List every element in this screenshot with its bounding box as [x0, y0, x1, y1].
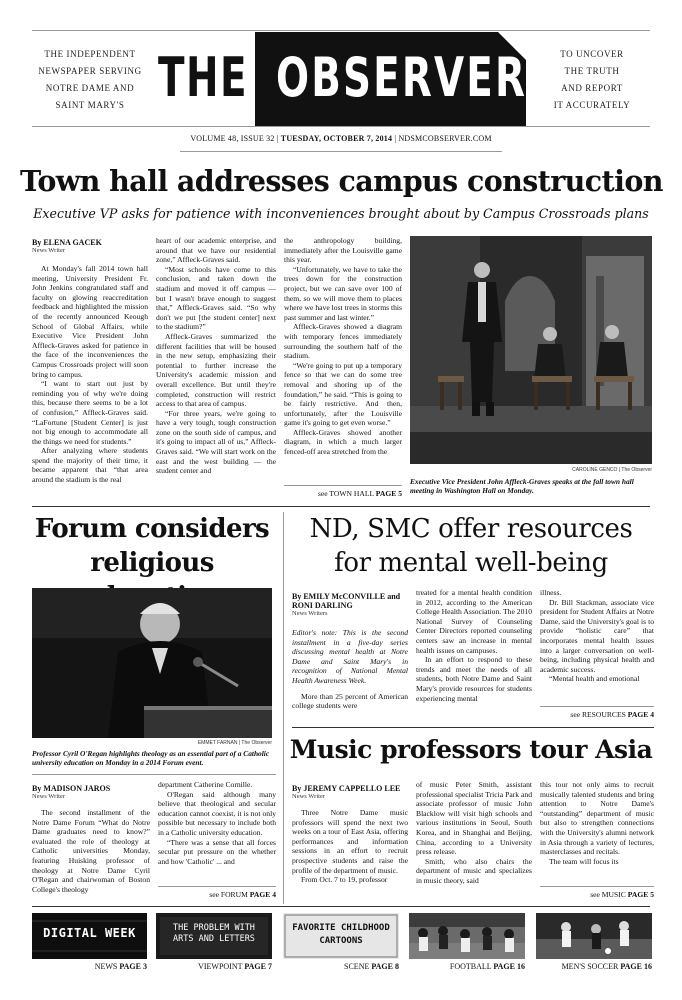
mental-byline: By EMILY McCONVILLE and — [292, 592, 401, 601]
paragraph: “There was a sense that all forces secular put pressure on the whether and how 'Catholic' ... and — [158, 837, 276, 866]
jump-text: see RESOURCES — [570, 710, 626, 719]
jump-rule — [158, 886, 276, 887]
paragraph: In an effort to respond to these trends and meet the needs of all students, both Notre Dame and Saint Mary's provide resources for students experiencing mental — [416, 655, 532, 703]
tagline-line: THE TRUTH — [564, 66, 620, 76]
paragraph: Dr. Bill Stackman, associate vice president for Student Affairs at Notre Dame, said the University's goal is to provide “holistic care” that incorporates mental health issues into a larger conversation on well-being, including physical health and academic success. — [540, 597, 654, 674]
tagline-line: IT ACCURATELY — [553, 100, 631, 110]
forum-rule — [32, 774, 276, 775]
music-byline: By JEREMY CAPPELLO LEE — [292, 784, 401, 793]
right-tagline — [532, 46, 652, 114]
lead-column-1 — [32, 264, 148, 500]
left-tagline — [30, 46, 150, 114]
paragraph: The team will focus its — [549, 856, 619, 866]
headline-line: for mental well-being — [334, 548, 608, 578]
issue-volume: VOLUME 48, ISSUE 32 — [190, 134, 275, 143]
paragraph: heart of our academic enterprise, and around that we have our residential zone,” Affleck-Graves said. — [156, 236, 276, 265]
lead-photo[interactable] — [410, 236, 652, 464]
paragraph: More than 25 percent of American college students were — [292, 691, 408, 711]
mental-column-2 — [416, 588, 532, 722]
lead-photo-credit: CAROLINE GENCO | The Observer — [572, 467, 652, 473]
tagline-line: NOTRE DAME AND — [45, 83, 135, 93]
promo-viewpoint[interactable] — [156, 913, 272, 959]
promo-viewpoint-label[interactable] — [156, 962, 272, 971]
promo-scene-label[interactable] — [283, 962, 399, 971]
promo-football-label[interactable] — [409, 962, 525, 971]
paragraph: this tour not only aims to recruit musically talented students and bring attention to Notre Dame's “outstanding” department of music but also to strengthen connections with the University's alumni network in Asia through a variety of lectures, masterclasses and recitals. — [540, 780, 654, 857]
forum-byline: By MADISON JAROS — [32, 784, 111, 793]
music-column-2 — [416, 780, 532, 904]
paragraph: Affleck-Graves showed a diagram with temporary fences immediately surrounding the southern half of the stadium. — [284, 322, 402, 361]
jump-text: see MUSIC — [590, 890, 626, 899]
mental-byline: RONI DARLING — [292, 601, 353, 610]
music-role: News Writer — [292, 793, 326, 800]
music-column-3 — [540, 780, 654, 884]
paragraph: Affleck-Graves showed another diagram, in which a much larger fenced-off area stretched from the — [284, 427, 402, 457]
jump-page: PAGE 5 — [375, 489, 402, 498]
lead-photo-caption: Executive Vice President John Affleck-Graves speaks at the fall town hall meeting in Washington Hall on Monday. — [410, 477, 634, 496]
lead-jump-link[interactable] — [284, 489, 402, 498]
issue-website[interactable]: NDSMCOBSERVER.COM — [398, 134, 492, 143]
jump-page: PAGE 4 — [627, 710, 654, 719]
forum-column-2 — [158, 780, 276, 884]
paragraph: “We're going to put up a temporary fence so that we can do some tree removal and shoring up of the foundation,” he said. “This is going to be fairly restrictive. And then, unfortunately, after the Louisville game it's going to get even worse.” — [284, 360, 402, 428]
mental-column-1 — [292, 628, 408, 722]
lead-byline: By ELENA GACEK — [32, 238, 102, 247]
promo-mens-soccer-label[interactable] — [536, 962, 652, 971]
paragraph: “Unfortunately, we have to take the trees down for the construction project, but we can save over 100 of them, so we will move them to places where we have lost trees in storms this past summer and last winter.” — [284, 264, 402, 322]
promo-page: PAGE 16 — [620, 962, 652, 971]
paragraph: department Catherine Cornille. — [158, 780, 253, 789]
promo-page: PAGE 3 — [119, 962, 147, 971]
promo-page: PAGE 16 — [493, 962, 525, 971]
professor-podium-image — [32, 588, 272, 738]
issue-date: TUESDAY, OCTOBER 7, 2014 — [280, 134, 393, 143]
jump-rule — [284, 485, 402, 486]
promo-page: PAGE 7 — [244, 962, 272, 971]
promo-page: PAGE 8 — [371, 962, 399, 971]
lead-byline-block — [32, 238, 148, 254]
jump-rule — [540, 706, 654, 707]
jump-rule — [540, 886, 654, 887]
promo-section: FOOTBALL — [449, 962, 492, 971]
town-hall-stage-image — [410, 236, 652, 464]
promo-scene[interactable] — [283, 913, 399, 959]
issue-line: VOLUME 48, ISSUE 32 | TUESDAY, OCTOBER 7, 2014 | NDSMCOBSERVER.COM — [190, 134, 492, 143]
paragraph: illness. — [540, 588, 562, 597]
paragraph: “Most schools have come to this conclusion, and taken down the stadium and moved it off campus — but I wasn't brave enough to suggest that,” Affleck-Graves said. “So why don't we put [the student center] next to the stadium?” — [156, 264, 276, 332]
promo-football-image — [409, 913, 525, 959]
lead-headline[interactable]: Town hall addresses campus construction — [20, 164, 663, 198]
tagline-line: AND REPORT — [561, 83, 623, 93]
music-headline[interactable]: Music professors tour Asia — [289, 735, 653, 764]
promo-mens-soccer[interactable] — [536, 913, 652, 959]
paragraph: “Mental health and emotional — [549, 674, 640, 684]
headline-line: religious — [90, 548, 214, 578]
top-rule — [32, 30, 650, 31]
lead-role: News Writer — [32, 247, 66, 254]
forum-photo-credit: EMMET FARNAN | The Observer — [197, 740, 272, 746]
music-column-1 — [292, 808, 408, 904]
tagline-line: NEWSPAPER SERVING — [38, 66, 142, 76]
paragraph: Affleck-Graves summarized the different facilities that will be housed in the new setup, emphasizing their potential to further increase the University's academic mission and overall excellence. But until they're completed, construction will restrict access to that area of campus. — [156, 331, 276, 409]
forum-jump-link[interactable] — [158, 890, 276, 899]
jump-text: see FORUM — [209, 890, 248, 899]
editors-note: Editor's note: This is the second installment in a five-day series discussing mental health at Notre Dame and Saint Mary's in recognition of National Mental Health Awareness Week. — [292, 628, 408, 685]
promo-section: MEN'S SOCCER — [561, 962, 619, 971]
masthead-the: THE — [158, 46, 248, 109]
paragraph: From Oct. 7 to 19, professor — [301, 875, 388, 885]
mental-column-3 — [540, 588, 654, 704]
paragraph: “I want to start out just by reminding you of why we're doing this, because there seems to be a lot of confusion,” Affleck-Graves said. “LaFortune [Student Center] is just not big enough to accommodate all the things we need for students.” — [32, 379, 148, 446]
paragraph: Three Notre Dame music professors will spend the next two weeks on a tour of East Asia, offering performances and information sessions in an effort to recruit prospective students and raise the profile of the department of music. — [292, 808, 408, 875]
promo-viewpoint-title: THE PROBLEM WITH ARTS AND LETTERS — [173, 923, 255, 944]
masthead-name: OBSERVER — [276, 46, 528, 109]
promo-section: NEWS — [94, 962, 118, 971]
section-rule — [292, 727, 654, 728]
jump-text: see TOWN HALL — [317, 489, 374, 498]
mental-headline[interactable] — [288, 512, 654, 580]
forum-byline-block — [32, 784, 150, 800]
promo-top-rule — [32, 906, 650, 907]
section-rule — [32, 506, 650, 507]
mental-jump-link[interactable] — [540, 710, 654, 719]
promo-news[interactable] — [32, 913, 147, 959]
paragraph: of music Peter Smith, assistant professional specialist Tricia Park and associate professor of music John Blacklow will visit high schools and various institutions in Seoul, South Korea, and in Shanghai and Beijing, China, according to a University press release. — [416, 780, 532, 857]
paragraph: O'Regan said although many believe that theological and secular education cannot coexist, it is not only possible but necessary to include both in a Catholic university education. — [158, 789, 276, 837]
paragraph: the anthropology building, immediately after the Louisville game this year. — [284, 236, 402, 265]
column-divider — [283, 512, 284, 904]
tagline-line: THE INDEPENDENT — [44, 49, 136, 59]
jump-page: PAGE 5 — [627, 890, 654, 899]
paragraph: The second installment of the Notre Dame Forum “What do Notre Dame graduates need to know?” evaluated the role of theology at Catholic universities Monday, featuring Huisking professor of theology at Notre Dame Cyril O'Regan and chairwoman of Boston College's theology — [32, 808, 150, 894]
forum-column-1 — [32, 808, 150, 908]
jump-page: PAGE 4 — [249, 890, 276, 899]
tagline-line: TO UNCOVER — [560, 49, 624, 59]
paragraph: After analyzing where students spend the majority of their time, it became apparent that “that area around the stadium is the real — [32, 446, 148, 485]
promo-mens-soccer-image — [536, 913, 652, 959]
promo-scene-title: FAVORITE CHILDHOOD CARTOONS — [292, 923, 390, 946]
forum-role: News Writer — [32, 793, 66, 800]
masthead-bottom-rule — [32, 126, 650, 127]
forum-photo[interactable] — [32, 588, 272, 738]
lead-column-3 — [284, 236, 402, 484]
issue-rule — [180, 151, 502, 152]
lead-column-2 — [156, 236, 276, 500]
tagline-line: SAINT MARY'S — [55, 100, 125, 110]
mental-byline-block — [292, 592, 410, 617]
music-byline-block — [292, 784, 410, 800]
promo-football[interactable] — [409, 913, 525, 959]
paragraph: Smith, who also chairs the department of music and specializes in music theory, said — [416, 856, 532, 885]
paragraph: At Monday's fall 2014 town hall meeting, University President Fr. John Jenkins congratulated staff and faculty on glowing reaccreditation feedback and highlighted the mission of the recently announced Keough School of Global Affairs, while Executive Vice President John Affleck-Graves asked for patience in the face of the inconveniences the Campus Crossroads project will soon bring to campus. — [32, 264, 148, 379]
lead-deck: Executive VP asks for patience with inconveniences brought about by Campus Crossroads plans — [33, 206, 649, 221]
masthead-logo[interactable] — [158, 32, 526, 126]
mental-role: News Writers — [292, 610, 328, 617]
promo-news-label[interactable] — [32, 962, 147, 971]
promo-news-title: DIGITAL WEEK — [43, 926, 136, 940]
promo-section: SCENE — [344, 962, 370, 971]
forum-photo-caption: Professor Cyril O'Regan highlights theology as an essential part of a Catholic university education on Monday in a 2014 Forum event. — [32, 749, 270, 768]
paragraph: “For three years, we're going to have a very tough, tough construction zone on the south side of campus, and it's going to impact all of us,” Affleck-Graves said. “We will start work on the east and the west building — the student center and — [156, 408, 276, 476]
headline-line: Forum considers — [34, 514, 270, 544]
promo-section: VIEWPOINT — [198, 962, 243, 971]
headline-line: ND, SMC offer resources — [309, 514, 633, 544]
paragraph: treated for a mental health condition in 2012, according to the American College Health Association. The 2010 National Survey of Counseling Center Directors reported counseling centers saw an increase in mental health issues on campuses. — [416, 588, 532, 655]
music-jump-link[interactable] — [540, 890, 654, 899]
